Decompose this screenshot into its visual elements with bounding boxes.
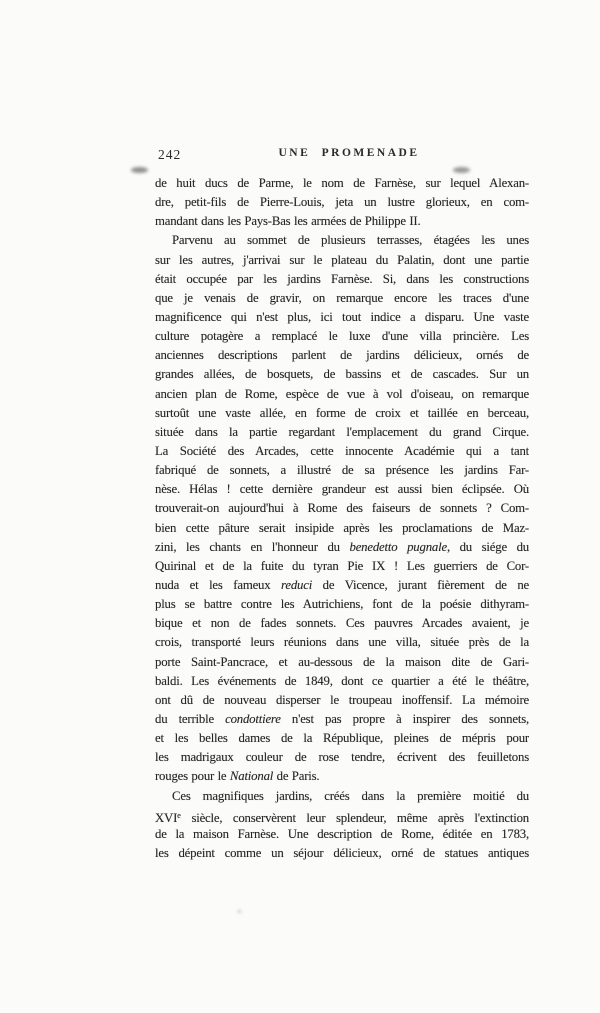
text-line — [155, 442, 529, 461]
text-segment: ancien plan de Rome, espèce de vue à vol d'oiseau, on remarque — [155, 386, 529, 401]
text-line — [155, 806, 529, 825]
text-segment: de Paris. — [273, 769, 320, 784]
text-segment: culture potagère a remplacé le luxe d'une villa princière. Les — [155, 329, 529, 344]
text-segment: de Vicence, jurant fièrement de ne — [312, 577, 529, 592]
text-segment: benedetto pugnale — [349, 539, 447, 554]
scan-speck — [238, 910, 241, 913]
body-text — [155, 174, 529, 863]
text-segment: et les belles dames de la République, pleines de mépris pour — [155, 731, 529, 746]
text-segment: n'est pas propre à inspirer des sonnets, — [280, 711, 529, 726]
text-segment: de huit ducs de Parme, le nom de Farnèse, sur lequel Alexan- — [155, 176, 529, 190]
text-segment: bien cette pâture serait insipide après les proclamations de Maz- — [155, 520, 529, 535]
text-segment: zini, les chants en l'honneur du — [155, 539, 350, 554]
text-line — [155, 193, 529, 212]
text-line — [155, 844, 529, 863]
text-segment: crois, transporté leurs réunions dans une villa, située près de la — [155, 635, 529, 650]
text-segment: ont dû de nouveau disperser le troupeau inoffensif. La mémoire — [155, 692, 529, 707]
text-segment: les madrigaux couleur de rose tendre, écrivent des feuilletons — [155, 750, 529, 765]
text-segment: située dans la partie regardant l'emplacement du grand Cirque. — [155, 424, 529, 439]
text-segment: mandant dans les Pays-Bas les armées de Philippe II. — [155, 214, 421, 229]
text-segment: dre, petit-fils de Pierre-Louis, jeta un lustre glorieux, en com- — [155, 195, 529, 210]
text-segment: bique et non de fades sonnets. Ces pauvres Arcades avaient, je — [155, 616, 529, 631]
text-segment: XVI — [155, 810, 178, 825]
text-line — [155, 825, 529, 844]
paragraph — [155, 787, 529, 864]
paragraph — [155, 174, 529, 231]
text-segment: rouges pour le — [155, 769, 230, 784]
text-line — [155, 231, 529, 250]
text-line — [155, 691, 529, 710]
text-line — [155, 710, 529, 729]
text-line — [155, 251, 529, 270]
text-line — [155, 174, 529, 193]
text-segment: e — [177, 809, 181, 820]
text-line — [155, 289, 529, 308]
text-segment: était occupée par les jardins Farnèse. Si, dans les constructions — [155, 271, 529, 286]
text-line — [155, 385, 529, 404]
text-line — [155, 404, 529, 423]
text-segment: siècle, conservèrent leur splendeur, même après l'extinction — [180, 810, 529, 825]
text-line — [155, 729, 529, 748]
text-segment: Ces magnifiques jardins, créés dans la première moitié du — [172, 788, 529, 803]
text-segment: que je venais de gravir, on remarque encore les traces d'une — [155, 290, 529, 305]
text-segment: les dépeint comme un séjour délicieux, orné de statues antiques — [155, 845, 529, 860]
text-segment: fabriqué de sonnets, a illustré de sa présence les jardins Far- — [155, 463, 529, 478]
text-segment: nèse. Hélas ! cette dernière grandeur est aussi bien éclipsée. Où — [155, 482, 529, 497]
text-segment: plus se battre contre les Autrichiens, font de la poésie dithyram- — [155, 597, 529, 612]
text-segment: , du siége du — [446, 539, 529, 554]
text-segment: Quirinal et de la fuite du tyran Pie IX ! Les guerriers de Cor- — [155, 558, 529, 573]
text-segment: nuda et les fameux — [155, 577, 282, 592]
text-segment: de la maison Farnèse. Une description de Rome, éditée en 1783, — [155, 826, 529, 841]
text-line — [155, 576, 529, 595]
text-line — [155, 614, 529, 633]
running-title: UNE PROMENADE — [278, 147, 420, 159]
text-segment: grandes allées, de bosquets, de bassins et de cascades. Sur un — [155, 367, 529, 382]
text-line — [155, 423, 529, 442]
text-line — [155, 212, 529, 231]
text-segment: Parvenu au sommet de plusieurs terrasses, étagées les unes — [172, 233, 529, 248]
text-block — [155, 147, 529, 863]
text-segment: anciennes descriptions parlent de jardins délicieux, ornés de — [155, 348, 529, 363]
paragraph — [155, 231, 529, 786]
text-segment: condottiere — [225, 711, 281, 726]
text-segment: sur les autres, j'arrivai sur le plateau du Palatin, dont une partie — [155, 252, 529, 267]
text-line — [155, 653, 529, 672]
text-line — [155, 767, 529, 786]
text-line — [155, 538, 529, 557]
text-line — [155, 672, 529, 691]
text-line — [155, 480, 529, 499]
scan-smudge-left — [131, 167, 148, 173]
text-line — [155, 270, 529, 289]
text-line — [155, 748, 529, 767]
text-line — [155, 595, 529, 614]
text-segment: trouverait-on aujourd'hui à Rome des faiseurs de sonnets ? Com- — [155, 501, 529, 516]
text-segment: surtoût une vaste allée, en forme de croix et taillée en berceau, — [155, 405, 529, 420]
text-line — [155, 308, 529, 327]
page-number: 242 — [158, 147, 182, 162]
text-segment: magnificence qui n'est plus, ici tout indice a disparu. Une vaste — [155, 309, 529, 324]
text-line — [155, 787, 529, 806]
text-segment: baldi. Les événements de 1849, dont ce quartier a été le théâtre, — [155, 673, 529, 688]
text-line — [155, 557, 529, 576]
text-line — [155, 346, 529, 365]
text-segment: du terrible — [155, 711, 226, 726]
text-line — [155, 633, 529, 652]
text-line — [155, 327, 529, 346]
text-line — [155, 519, 529, 538]
text-segment: National — [229, 769, 274, 784]
text-segment: La Société des Arcades, cette innocente Académie qui a tant — [155, 443, 529, 458]
text-line — [155, 461, 529, 480]
page-header — [155, 147, 529, 163]
text-segment: porte Saint-Pancrace, et au-dessous de la maison dite de Gari- — [155, 654, 529, 669]
text-line — [155, 499, 529, 518]
text-segment: reduci — [281, 577, 313, 592]
text-line — [155, 365, 529, 384]
